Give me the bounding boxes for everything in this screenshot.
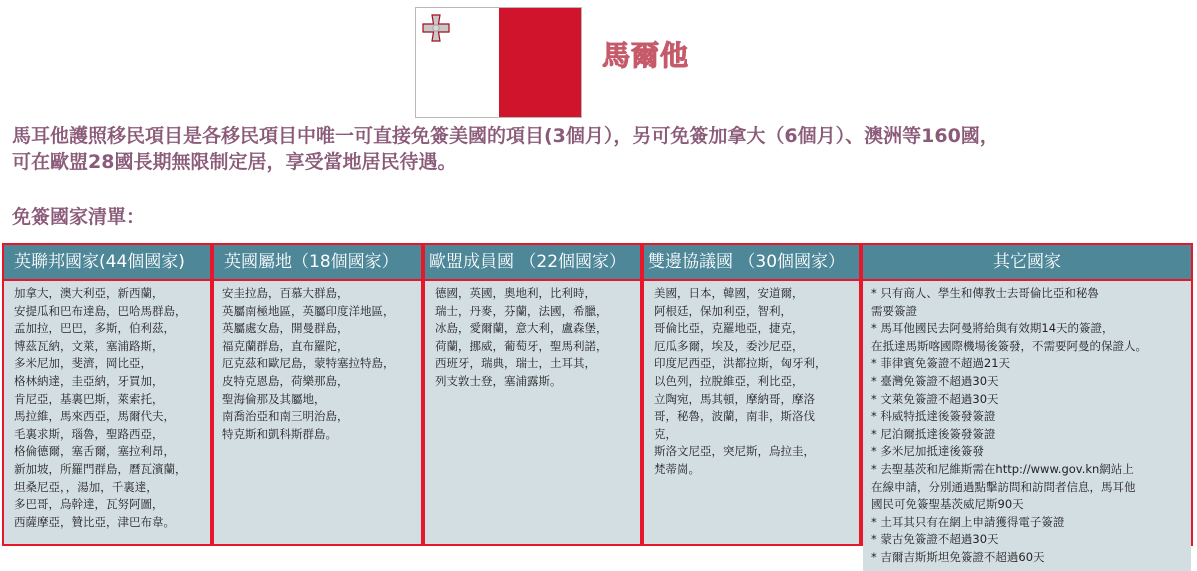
column-other-countries	[861, 243, 1193, 564]
country-name: 馬爾他	[602, 39, 690, 72]
column-eu-members	[423, 243, 642, 546]
column-bilateral	[642, 243, 861, 546]
column-header: 雙邊協議國 （30個國家）	[644, 245, 859, 281]
column-body: 加拿大，澳大利亞，新西蘭， 安提瓜和巴布達島，巴哈馬群島， 孟加拉，巴巴，多斯，伯利茲， 博茲瓦納，文萊，塞浦路斯， 多米尼加，斐濟，岡比亞， 格林納達，圭亞納，牙買加， 肯尼亞，基裏巴斯，萊索托， 馬拉維，馬來西亞，馬爾代夫， 毛裏求斯，瑙魯，聖路西亞， 格倫德爾，塞舌爾，塞拉利昂， 新加坡，所羅門群島，曆瓦濱蘭， 坦桑尼亞，，湯加，千裏達， 多巴哥，烏幹達，瓦努阿圖， 西薩摩亞，贊比亞，津巴布韋。	[4, 281, 210, 544]
column-body: 安圭拉島，百慕大群島， 英屬南極地區，英屬印度洋地區， 英屬處女島，開曼群島， 福克蘭群島，直布羅陀， 厄克茲和歐尼島，蒙特塞拉特島， 皮特克恩島，荷樂那島， 聖海倫那及其屬地， 南喬治亞和南三明治島， 特克斯和凱科斯群島。	[214, 281, 421, 544]
column-body: 德國，英國，奧地利，比利時， 瑞士，丹麥，芬蘭，法國，希臘， 冰島，愛爾蘭，意大利，盧森堡， 荷蘭，挪威，葡萄牙，聖馬利諾， 西班牙，瑞典，瑞士，土耳其， 列支敦士登，塞浦露斯。	[425, 281, 640, 544]
column-header: 英國屬地（18個國家）	[214, 245, 421, 281]
flag-red-half	[499, 8, 582, 117]
intro-paragraph	[12, 123, 1192, 175]
column-header: 英聯邦國家(44個國家)	[4, 245, 210, 281]
column-commonwealth	[2, 243, 212, 546]
intro-line-2: 可在歐盟28國長期無限制定居，享受當地居民待遇。	[12, 151, 457, 173]
column-header: 歐盟成員國 （22個國家）	[425, 245, 640, 281]
visa-free-list-title: 免簽國家清單：	[12, 206, 146, 228]
intro-line-1: 馬耳他護照移民項目是各移民項目中唯一可直接免簽美國的項目(3個月），另可免簽加拿大（6個月）、澳洲等160國，	[12, 125, 999, 147]
visa-free-table	[2, 243, 1193, 564]
malta-flag	[415, 7, 582, 118]
george-cross-icon	[422, 14, 450, 42]
flag-white-half	[416, 8, 499, 117]
column-body: 美國，日本，韓國，安道爾， 阿根廷，保加利亞，智利， 哥倫比亞，克羅地亞，捷克， 厄瓜多爾，埃及，委沙尼亞， 印度尼西亞，洪都拉斯，匈牙利， 以色列，拉脫維亞，利比亞， 立陶宛，馬其頓，摩納哥，摩洛 哥，秘魯，波蘭，南非，斯洛伐 克， 斯洛文尼亞，突尼斯，烏拉圭， 梵蒂崗。	[644, 281, 859, 544]
column-british-territories	[212, 243, 423, 546]
column-header: 其它國家	[863, 245, 1191, 281]
column-body: * 只有商人、學生和傳教士去哥倫比亞和秘魯 需要簽證 * 馬耳他國民去阿曼將給與有效期14天的簽證， 在抵達馬斯喀國際機場後簽發，不需要阿曼的保證人。 * 菲律賓免簽證不超過21天 * 臺灣免簽證不超過30天 * 文萊免簽證不超過30天 * 科威特抵達後簽發簽證 * 尼泊爾抵達後簽發簽證 * 多米尼加抵達後簽發 * 去聖基茨和尼維斯需在http://www.gov.kn網站上 在線申請，分別通過點擊訪問和訪問者信息，馬耳他 國民可免簽聖基茨威尼斯90天 * 土耳其只有在網上申請獲得電子簽證 * 蒙古免簽證不超過30天 * 吉爾吉斯斯坦免簽證不超過60天	[863, 281, 1191, 571]
